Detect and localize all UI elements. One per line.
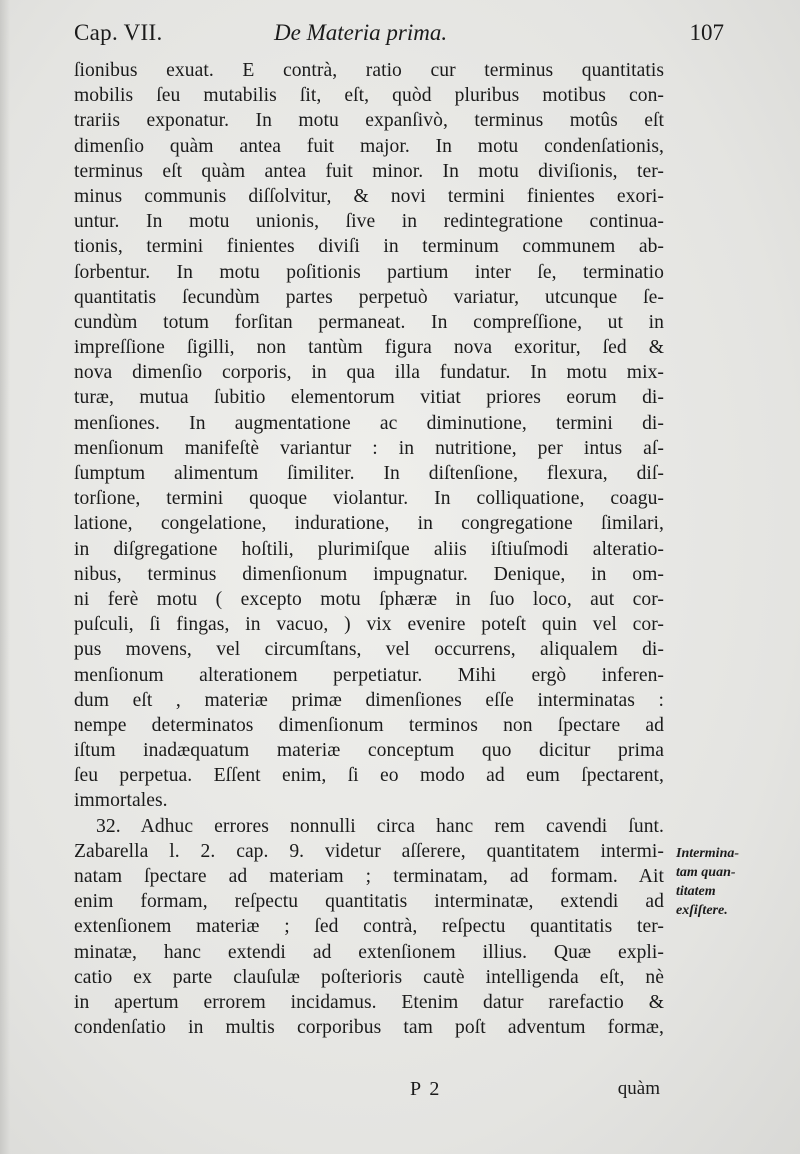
- text-line: menſionum alterationem perpetiatur. Mihi ergò inferen-: [74, 664, 664, 686]
- text-line: dimenſio quàm antea fuit major. In motu condenſationis,: [74, 135, 664, 157]
- page-gutter-shadow: [0, 0, 10, 1154]
- text-line: iſtum inadæquatum materiæ conceptum quo dicitur prima: [74, 740, 664, 762]
- text-line: ſumptum alimentum ſimiliter. In diſtenſione, flexura, diſ-: [74, 463, 664, 484]
- text-line: minatæ, hanc extendi ad extenſionem illius. Quæ expli-: [74, 941, 664, 963]
- margin-note-line: exſiſtere.: [676, 903, 728, 918]
- text-line: natam ſpectare ad materiam ; terminatam, ad formam. Ait: [74, 866, 664, 887]
- text-line: turæ, mutua ſubitio elementorum vitiat priores eorum di-: [74, 387, 664, 409]
- text-line: menſionum manifeſtè variantur : in nutritione, per intus aſ-: [74, 437, 664, 459]
- margin-note-line: titatem: [676, 884, 716, 899]
- text-line: Zabarella l. 2. cap. 9. videtur aſſerere, quantitatem intermi-: [74, 840, 664, 862]
- margin-note-line: Intermina-: [676, 846, 740, 861]
- text-line: dum eſt , materiæ primæ dimenſiones eſſe interminatas :: [74, 689, 664, 711]
- paragraph-start-line: 32. Adhuc errores nonnulli circa hanc rem cavendi ſunt.: [96, 815, 664, 837]
- margin-note-line: tam quan-: [676, 865, 736, 880]
- text-line: nova dimenſio corporis, in qua illa fundatur. In motu mix-: [74, 362, 664, 384]
- text-line: enim formam, reſpectu quantitatis interminatæ, extendi ad: [74, 891, 664, 913]
- text-line: immortales.: [74, 790, 168, 812]
- running-title: De Materia prima.: [274, 20, 448, 45]
- text-line: untur. In motu unionis, ſive in redintegratione continua-: [74, 211, 664, 233]
- running-head: [74, 18, 724, 52]
- text-line: nempe determinatos dimenſionum terminos non ſpectare ad: [74, 714, 664, 736]
- text-line: impreſſione ſigilli, non tantùm figura nova exoritur, ſed &: [74, 337, 664, 359]
- text-line: pus movens, vel circumſtans, vel occurrens, aliqualem di-: [74, 639, 664, 661]
- text-line: puſculi, ſi fingas, in vacuo, ) vix evenire poteſt quin vel cor-: [74, 614, 664, 636]
- text-line: ni ferè motu ( excepto motu ſphæræ in ſuo loco, aut cor-: [74, 588, 664, 610]
- text-line: in apertum errorem incidamus. Etenim datur rarefactio &: [74, 991, 664, 1013]
- marginal-note: [676, 844, 786, 920]
- catchword: quàm: [617, 1078, 660, 1099]
- text-line: nibus, terminus dimenſionum impugnatur. Denique, in om-: [74, 563, 664, 585]
- text-line: extenſionem materiæ ; ſed contrà, reſpectu quantitatis ter-: [74, 916, 664, 938]
- text-line: cundùm totum forſitan permaneat. In compreſſione, ut in: [74, 311, 664, 333]
- text-line: ſionibus exuat. E contrà, ratio cur terminus quantitatis: [74, 60, 664, 81]
- text-line: menſiones. In augmentatione ac diminutione, termini di-: [74, 412, 664, 434]
- text-line: ſeu perpetua. Eſſent enim, ſi eo modo ad eum ſpectarent,: [74, 765, 664, 787]
- text-line: ſorbentur. In motu poſitionis partium inter ſe, terminatio: [74, 261, 664, 283]
- page-number: 107: [689, 20, 724, 45]
- body-text: [74, 58, 664, 1040]
- text-line: tionis, termini finientes diviſi in terminum communem ab-: [74, 236, 664, 258]
- text-line: terminus eſt quàm antea fuit minor. In motu diviſionis, ter-: [74, 160, 664, 182]
- text-line: torſione, termini quoque violantur. In colliquatione, coagu-: [74, 488, 664, 510]
- signature-mark: P 2: [410, 1078, 442, 1100]
- text-line: in diſgregatione hoſtili, plurimiſque aliis iſtiuſmodi alteratio-: [74, 538, 664, 560]
- text-line: mobilis ſeu mutabilis ſit, eſt, quòd pluribus motibus con-: [74, 85, 664, 107]
- text-line: minus communis diſſolvitur, & novi termini finientes exori-: [74, 185, 664, 207]
- text-line: latione, congelatione, induratione, in congregatione ſimilari,: [74, 513, 664, 535]
- chapter-label: Cap. VII.: [74, 20, 163, 45]
- text-line: quantitatis ſecundùm partes perpetuò variatur, utcunque ſe-: [74, 286, 664, 308]
- text-line: catio ex parte clauſulæ poſterioris cautè intelligenda eſt, nè: [74, 966, 664, 988]
- text-line: condenſatio in multis corporibus tam poſt adventum formæ,: [74, 1017, 664, 1039]
- text-line: trariis exponatur. In motu expanſivò, terminus motûs eſt: [74, 110, 664, 132]
